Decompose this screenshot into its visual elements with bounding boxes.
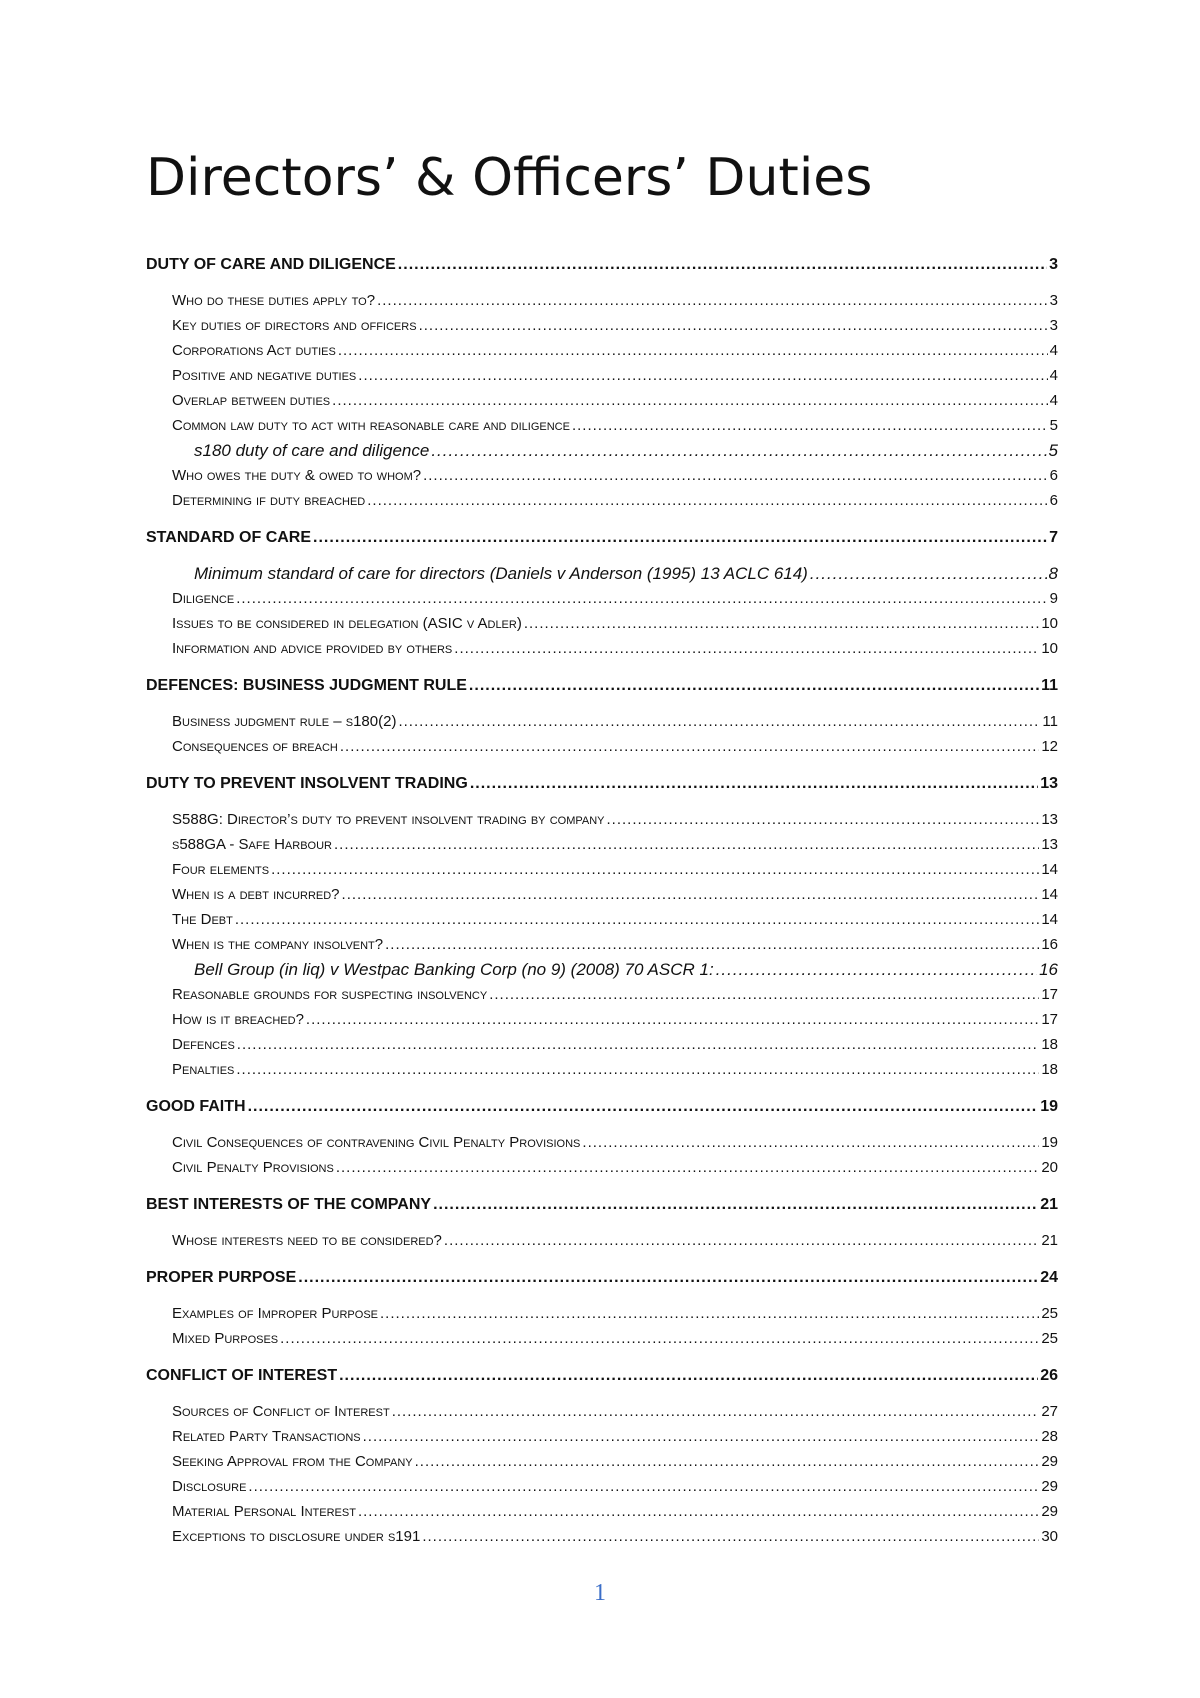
toc-sub-entry[interactable] xyxy=(146,1424,1058,1449)
toc-dot-leader xyxy=(489,982,1039,1007)
toc-entry-page: 4 xyxy=(1049,392,1058,409)
toc-dot-leader xyxy=(431,438,1046,463)
toc-dot-leader xyxy=(392,1399,1040,1424)
toc-dot-leader xyxy=(280,1326,1039,1351)
toc-sub-entry[interactable] xyxy=(146,1228,1058,1253)
toc-entry-page: 5 xyxy=(1049,417,1058,434)
toc-entry-page: 14 xyxy=(1041,911,1058,928)
toc-dot-leader xyxy=(338,338,1048,363)
toc-dot-leader xyxy=(810,561,1047,586)
toc-dot-leader xyxy=(385,932,1039,957)
toc-entry-label: Whose interests need to be considered? xyxy=(172,1232,442,1249)
toc-entry-label: Material Personal Interest xyxy=(172,1503,356,1520)
toc-entry-page: 21 xyxy=(1040,1196,1058,1213)
toc-entry-page: 29 xyxy=(1041,1453,1058,1470)
toc-entry-page: 9 xyxy=(1049,590,1058,607)
toc-entry-page: 25 xyxy=(1041,1305,1058,1322)
toc-entry-page: 16 xyxy=(1039,960,1058,979)
toc-entry-label: Corporations Act duties xyxy=(172,342,336,359)
toc-heading-entry[interactable] xyxy=(146,525,1058,550)
toc-entry-label: Reasonable grounds for suspecting insolvency xyxy=(172,986,488,1003)
toc-heading-entry[interactable] xyxy=(146,252,1058,277)
toc-entry-label: When is a debt incurred? xyxy=(172,886,340,903)
toc-entry-page: 16 xyxy=(1041,936,1058,953)
toc-entry-page: 20 xyxy=(1041,1159,1058,1176)
toc-entry-page: 17 xyxy=(1041,986,1058,1003)
toc-entry-page: 25 xyxy=(1041,1330,1058,1347)
toc-dot-leader xyxy=(248,1094,1039,1119)
toc-sub-entry[interactable] xyxy=(146,1301,1058,1326)
toc-sub-entry[interactable] xyxy=(146,907,1058,932)
toc-sub-entry[interactable] xyxy=(146,338,1058,363)
toc-entry-label: Issues to be considered in delegation (ASIC v Adler) xyxy=(172,615,522,632)
toc-sub-entry[interactable] xyxy=(146,807,1058,832)
toc-dot-leader xyxy=(235,907,1039,932)
toc-sub-entry[interactable] xyxy=(146,1524,1058,1549)
toc-sub-entry[interactable] xyxy=(146,857,1058,882)
toc-entry-label: Sources of Conflict of Interest xyxy=(172,1403,390,1420)
toc-sub-entry[interactable] xyxy=(146,1499,1058,1524)
toc-heading-entry[interactable] xyxy=(146,1094,1058,1119)
toc-heading-entry[interactable] xyxy=(146,1265,1058,1290)
toc-entry-page: 18 xyxy=(1041,1036,1058,1053)
toc-entry-page: 30 xyxy=(1041,1528,1058,1545)
toc-entry-label: Mixed Purposes xyxy=(172,1330,279,1347)
toc-sub-entry[interactable] xyxy=(146,734,1058,759)
toc-dot-leader xyxy=(306,1007,1039,1032)
toc-entry-label: BEST INTERESTS OF THE COMPANY xyxy=(146,1196,432,1213)
toc-dot-leader xyxy=(237,1032,1040,1057)
toc-dot-leader xyxy=(313,525,1047,550)
toc-sub-entry[interactable] xyxy=(146,1007,1058,1032)
toc-entry-page: 26 xyxy=(1040,1367,1058,1384)
toc-dot-leader xyxy=(271,857,1039,882)
toc-entry-label: Penalties xyxy=(172,1061,235,1078)
toc-entry-label: DEFENCES: BUSINESS JUDGMENT RULE xyxy=(146,677,467,694)
toc-entry-page: 19 xyxy=(1041,1134,1058,1151)
toc-entry-label: Minimum standard of care for directors (Daniels v Anderson (1995) 13 ACLC 614) xyxy=(194,564,808,583)
toc-dot-leader xyxy=(444,1228,1039,1253)
toc-sub-entry[interactable] xyxy=(146,1130,1058,1155)
toc-entry-page: 4 xyxy=(1049,342,1058,359)
toc-entry-label: The Debt xyxy=(172,911,233,928)
toc-dot-leader xyxy=(716,957,1037,982)
toc-sub-entry[interactable] xyxy=(146,1057,1058,1082)
toc-sub-entry[interactable] xyxy=(146,388,1058,413)
toc-heading-entry[interactable] xyxy=(146,1192,1058,1217)
toc-entry-label: Related Party Transactions xyxy=(172,1428,361,1445)
toc-entry-label: s180 duty of care and diligence xyxy=(194,441,430,460)
toc-entry-page: 19 xyxy=(1040,1098,1058,1115)
toc-entry-label: Disclosure xyxy=(172,1478,247,1495)
toc-entry-label: Positive and negative duties xyxy=(172,367,357,384)
toc-dot-leader xyxy=(236,586,1047,611)
toc-entry-label: Civil Consequences of contravening Civil Penalty Provisions xyxy=(172,1134,581,1151)
toc-entry-page: 11 xyxy=(1042,713,1058,730)
toc-entry-label: DUTY OF CARE AND DILIGENCE xyxy=(146,256,396,273)
toc-entry-page: 12 xyxy=(1041,738,1058,755)
toc-entry-label: When is the company insolvent? xyxy=(172,936,384,953)
toc-dot-leader xyxy=(469,673,1039,698)
toc-dot-leader xyxy=(342,882,1040,907)
toc-dot-leader xyxy=(415,1449,1040,1474)
toc-sub-entry[interactable] xyxy=(146,1474,1058,1499)
toc-sub-entry[interactable] xyxy=(146,636,1058,661)
toc-dot-leader xyxy=(582,1130,1039,1155)
toc-subsub-entry[interactable] xyxy=(146,561,1058,586)
toc-entry-page: 3 xyxy=(1049,292,1058,309)
toc-dot-leader xyxy=(358,1499,1039,1524)
toc-entry-label: PROPER PURPOSE xyxy=(146,1269,297,1286)
toc-entry-page: 4 xyxy=(1049,367,1058,384)
toc-entry-page: 17 xyxy=(1041,1011,1058,1028)
toc-dot-leader xyxy=(398,709,1040,734)
toc-entry-label: Diligence xyxy=(172,590,235,607)
toc-sub-entry[interactable] xyxy=(146,463,1058,488)
toc-entry-label: How is it breached? xyxy=(172,1011,304,1028)
toc-entry-label: Seeking Approval from the Company xyxy=(172,1453,413,1470)
toc-dot-leader xyxy=(363,1424,1040,1449)
toc-entry-label: Consequences of breach xyxy=(172,738,338,755)
toc-dot-leader xyxy=(248,1474,1039,1499)
toc-entry-page: 13 xyxy=(1041,811,1058,828)
toc-heading-entry[interactable] xyxy=(146,1363,1058,1388)
toc-entry-label: Information and advice provided by others xyxy=(172,640,453,657)
toc-entry-page: 24 xyxy=(1040,1269,1058,1286)
toc-sub-entry[interactable] xyxy=(146,363,1058,388)
toc-sub-entry[interactable] xyxy=(146,1155,1058,1180)
toc-dot-leader xyxy=(298,1265,1038,1290)
toc-entry-page: 28 xyxy=(1041,1428,1058,1445)
toc-dot-leader xyxy=(454,636,1039,661)
toc-sub-entry[interactable] xyxy=(146,832,1058,857)
toc-dot-leader xyxy=(336,1155,1039,1180)
toc-sub-entry[interactable] xyxy=(146,709,1058,734)
toc-dot-leader xyxy=(524,611,1039,636)
toc-dot-leader xyxy=(419,313,1048,338)
toc-sub-entry[interactable] xyxy=(146,288,1058,313)
toc-entry-page: 3 xyxy=(1049,256,1058,273)
toc-heading-entry[interactable] xyxy=(146,771,1058,796)
toc-dot-leader xyxy=(377,288,1048,313)
toc-dot-leader xyxy=(367,488,1047,513)
toc-dot-leader xyxy=(236,1057,1039,1082)
toc-sub-entry[interactable] xyxy=(146,413,1058,438)
toc-sub-entry[interactable] xyxy=(146,313,1058,338)
toc-entry-page: 29 xyxy=(1041,1478,1058,1495)
toc-dot-leader xyxy=(358,363,1047,388)
toc-dot-leader xyxy=(607,807,1040,832)
toc-entry-page: 29 xyxy=(1041,1503,1058,1520)
toc-subsub-entry[interactable] xyxy=(146,438,1058,463)
toc-sub-entry[interactable] xyxy=(146,1399,1058,1424)
toc-sub-entry[interactable] xyxy=(146,488,1058,513)
toc-entry-label: GOOD FAITH xyxy=(146,1098,246,1115)
page-number: 1 xyxy=(594,1580,606,1606)
toc-entry-label: Who do these duties apply to? xyxy=(172,292,376,309)
toc-entry-label: CONFLICT OF INTEREST xyxy=(146,1367,338,1384)
toc-entry-label: Civil Penalty Provisions xyxy=(172,1159,334,1176)
toc-entry-page: 21 xyxy=(1041,1232,1058,1249)
toc-dot-leader xyxy=(422,1524,1039,1549)
toc-dot-leader xyxy=(380,1301,1039,1326)
toc-dot-leader xyxy=(340,734,1039,759)
toc-sub-entry[interactable] xyxy=(146,1032,1058,1057)
toc-entry-label: Who owes the duty & owed to whom? xyxy=(172,467,422,484)
toc-entry-label: Business judgment rule – s180(2) xyxy=(172,713,397,730)
toc-entry-page: 27 xyxy=(1041,1403,1058,1420)
toc-dot-leader xyxy=(332,388,1048,413)
toc-entry-page: 14 xyxy=(1041,861,1058,878)
toc-sub-entry[interactable] xyxy=(146,1326,1058,1351)
toc-sub-entry[interactable] xyxy=(146,1449,1058,1474)
toc-entry-page: 3 xyxy=(1049,317,1058,334)
toc-entry-label: Common law duty to act with reasonable care and diligence xyxy=(172,417,570,434)
toc-entry-label: DUTY TO PREVENT INSOLVENT TRADING xyxy=(146,775,468,792)
toc-dot-leader xyxy=(398,252,1047,277)
toc-dot-leader xyxy=(572,413,1048,438)
toc-entry-page: 7 xyxy=(1049,529,1058,546)
toc-entry-page: 10 xyxy=(1041,640,1058,657)
toc-sub-entry[interactable] xyxy=(146,932,1058,957)
toc-entry-page: 10 xyxy=(1041,615,1058,632)
toc-entry-label: s588GA - Safe Harbour xyxy=(172,836,332,853)
document-title: Directors’ & Officers’ Duties xyxy=(146,148,873,208)
toc-entry-page: 6 xyxy=(1049,492,1058,509)
toc-dot-leader xyxy=(470,771,1038,796)
toc-entry-label: STANDARD OF CARE xyxy=(146,529,312,546)
toc-sub-entry[interactable] xyxy=(146,611,1058,636)
toc-entry-label: Examples of Improper Purpose xyxy=(172,1305,378,1322)
toc-entry-page: 13 xyxy=(1040,775,1058,792)
toc-dot-leader xyxy=(423,463,1048,488)
toc-entry-label: Defences xyxy=(172,1036,235,1053)
toc-dot-leader xyxy=(334,832,1039,857)
toc-entry-page: 5 xyxy=(1048,441,1058,460)
toc-sub-entry[interactable] xyxy=(146,586,1058,611)
toc-entry-page: 14 xyxy=(1041,886,1058,903)
toc-subsub-entry[interactable] xyxy=(146,957,1058,982)
toc-dot-leader xyxy=(433,1192,1038,1217)
table-of-contents xyxy=(146,252,1058,1549)
toc-entry-label: Four elements xyxy=(172,861,270,878)
toc-entry-label: S588G: Director’s duty to prevent insolvent trading by company xyxy=(172,811,605,828)
toc-heading-entry[interactable] xyxy=(146,673,1058,698)
toc-sub-entry[interactable] xyxy=(146,982,1058,1007)
toc-entry-label: Exceptions to disclosure under s191 xyxy=(172,1528,421,1545)
toc-entry-label: Overlap between duties xyxy=(172,392,331,409)
toc-entry-page: 13 xyxy=(1041,836,1058,853)
toc-entry-page: 18 xyxy=(1041,1061,1058,1078)
toc-dot-leader xyxy=(339,1363,1038,1388)
toc-sub-entry[interactable] xyxy=(146,882,1058,907)
toc-entry-page: 6 xyxy=(1049,467,1058,484)
toc-entry-label: Key duties of directors and officers xyxy=(172,317,417,334)
toc-entry-label: Determining if duty breached xyxy=(172,492,366,509)
toc-entry-label: Bell Group (in liq) v Westpac Banking Corp (no 9) (2008) 70 ASCR 1: xyxy=(194,960,714,979)
toc-entry-page: 8 xyxy=(1048,564,1058,583)
toc-entry-page: 11 xyxy=(1041,677,1058,694)
